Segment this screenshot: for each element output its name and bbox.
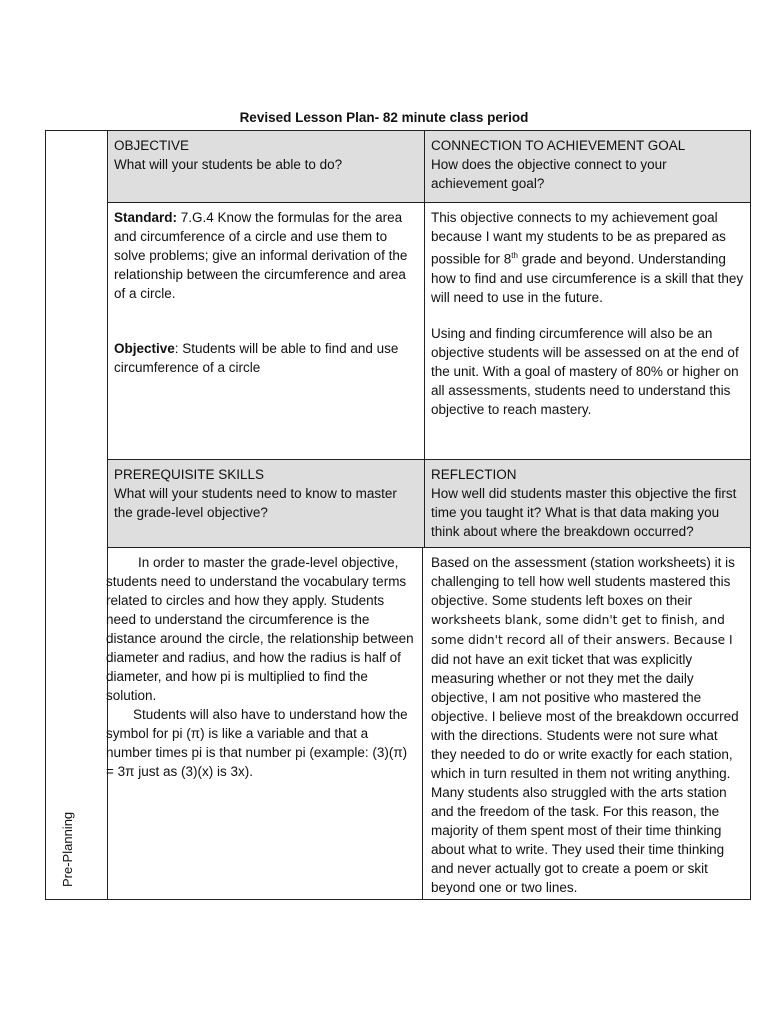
objective-header-cell xyxy=(108,131,425,203)
reflection-paragraph xyxy=(431,553,744,897)
connection-body-cell xyxy=(425,203,750,460)
objective-paragraph xyxy=(114,339,418,377)
reflection-header-question: How well did students master this objective the first time you taught it? What is that data making you think about where the breakdown occurred? xyxy=(431,486,737,539)
prereq-header-title: PREREQUISITE SKILLS xyxy=(114,467,265,482)
connection-paragraph-1 xyxy=(431,208,744,307)
standard-paragraph xyxy=(114,208,418,303)
connection-header-title: CONNECTION TO ACHIEVEMENT GOAL xyxy=(431,138,686,153)
side-label: Pre-Planning xyxy=(60,811,75,887)
connection-header-question: How does the objective connect to your achievement goal? xyxy=(431,157,667,191)
objective-text: : Students will be able to find and use circumference of a circle xyxy=(114,341,399,375)
connection-text-b: grade and beyond. Understanding how to find and use circumference is a skill that they will need to use in the future. xyxy=(431,251,744,305)
lesson-plan-table xyxy=(45,130,751,900)
prereq-header-cell xyxy=(108,460,425,548)
prereq-header-question: What will your students need to know to master the grade-level objective? xyxy=(114,486,397,520)
prereq-paragraph-2: Students will also have to understand how the symbol for pi (π) is like a variable and that a number times pi is that number pi (example: (3)(π) = 3π just as (3)(x) is 3x). xyxy=(106,707,408,779)
reflection-header-cell xyxy=(425,460,750,548)
prereq-paragraph-1: In order to master the grade-level objective, students need to understand the vocabulary terms related to circles and how they apply. Students need to understand the circumference is the distance around the circle, the relationship between diameter and radius, and how the radius is half of diameter, and how pi is multiplied to find the solution. xyxy=(106,555,414,703)
standard-label: Standard: xyxy=(114,210,178,225)
connection-text-a: This objective connects to my achievement goal because I want my students to be as prepared as possible for 8 xyxy=(431,210,726,267)
objective-header-question: What will your students be able to do? xyxy=(114,157,343,172)
objective-label: Objective xyxy=(114,341,175,356)
reflection-text-1: Based on the assessment (station worksheets) it is challenging to tell how well students mastered this objective. Some students left boxes on their xyxy=(431,555,735,608)
connection-paragraph-2: Using and finding circumference will also be an objective students will be assessed on at the end of the unit. With a goal of mastery of 80% or higher on all assessments, students need to understand this objective to reach mastery. xyxy=(431,325,739,417)
objective-body-cell xyxy=(108,203,425,460)
reflection-text-2: worksheets blank, some didn't get to finish, and some didn't record all of their answers. Because I xyxy=(431,613,733,647)
reflection-header-title: REFLECTION xyxy=(431,467,517,482)
page-title: Revised Lesson Plan- 82 minute class period xyxy=(239,110,529,125)
ordinal-superscript: th xyxy=(511,251,518,260)
standard-text: 7.G.4 Know the formulas for the area and circumference of a circle and use them to solve problems; give an informal derivation of the relationship between the circumference and area of a circle. xyxy=(114,210,408,301)
connection-header-cell xyxy=(425,131,750,203)
objective-header-title: OBJECTIVE xyxy=(114,138,190,153)
reflection-body-cell xyxy=(425,548,750,899)
side-column xyxy=(46,131,108,899)
prereq-body-cell xyxy=(106,548,423,899)
reflection-text-3: did not have an exit ticket that was explicitly measuring whether or not they met the daily objective, I am not positive who mastered the objective. I believe most of the breakdown occurred with the directions. Students were not sure what they needed to do or write exactly for each station, which in turn resulted in them not writing anything. Many students also struggled with the arts station and the freedom of the task. For this reason, the majority of them spent most of their time thinking about what to write. They used their time thinking and never actually got to create a poem or skit beyond one or two lines. xyxy=(431,652,739,895)
